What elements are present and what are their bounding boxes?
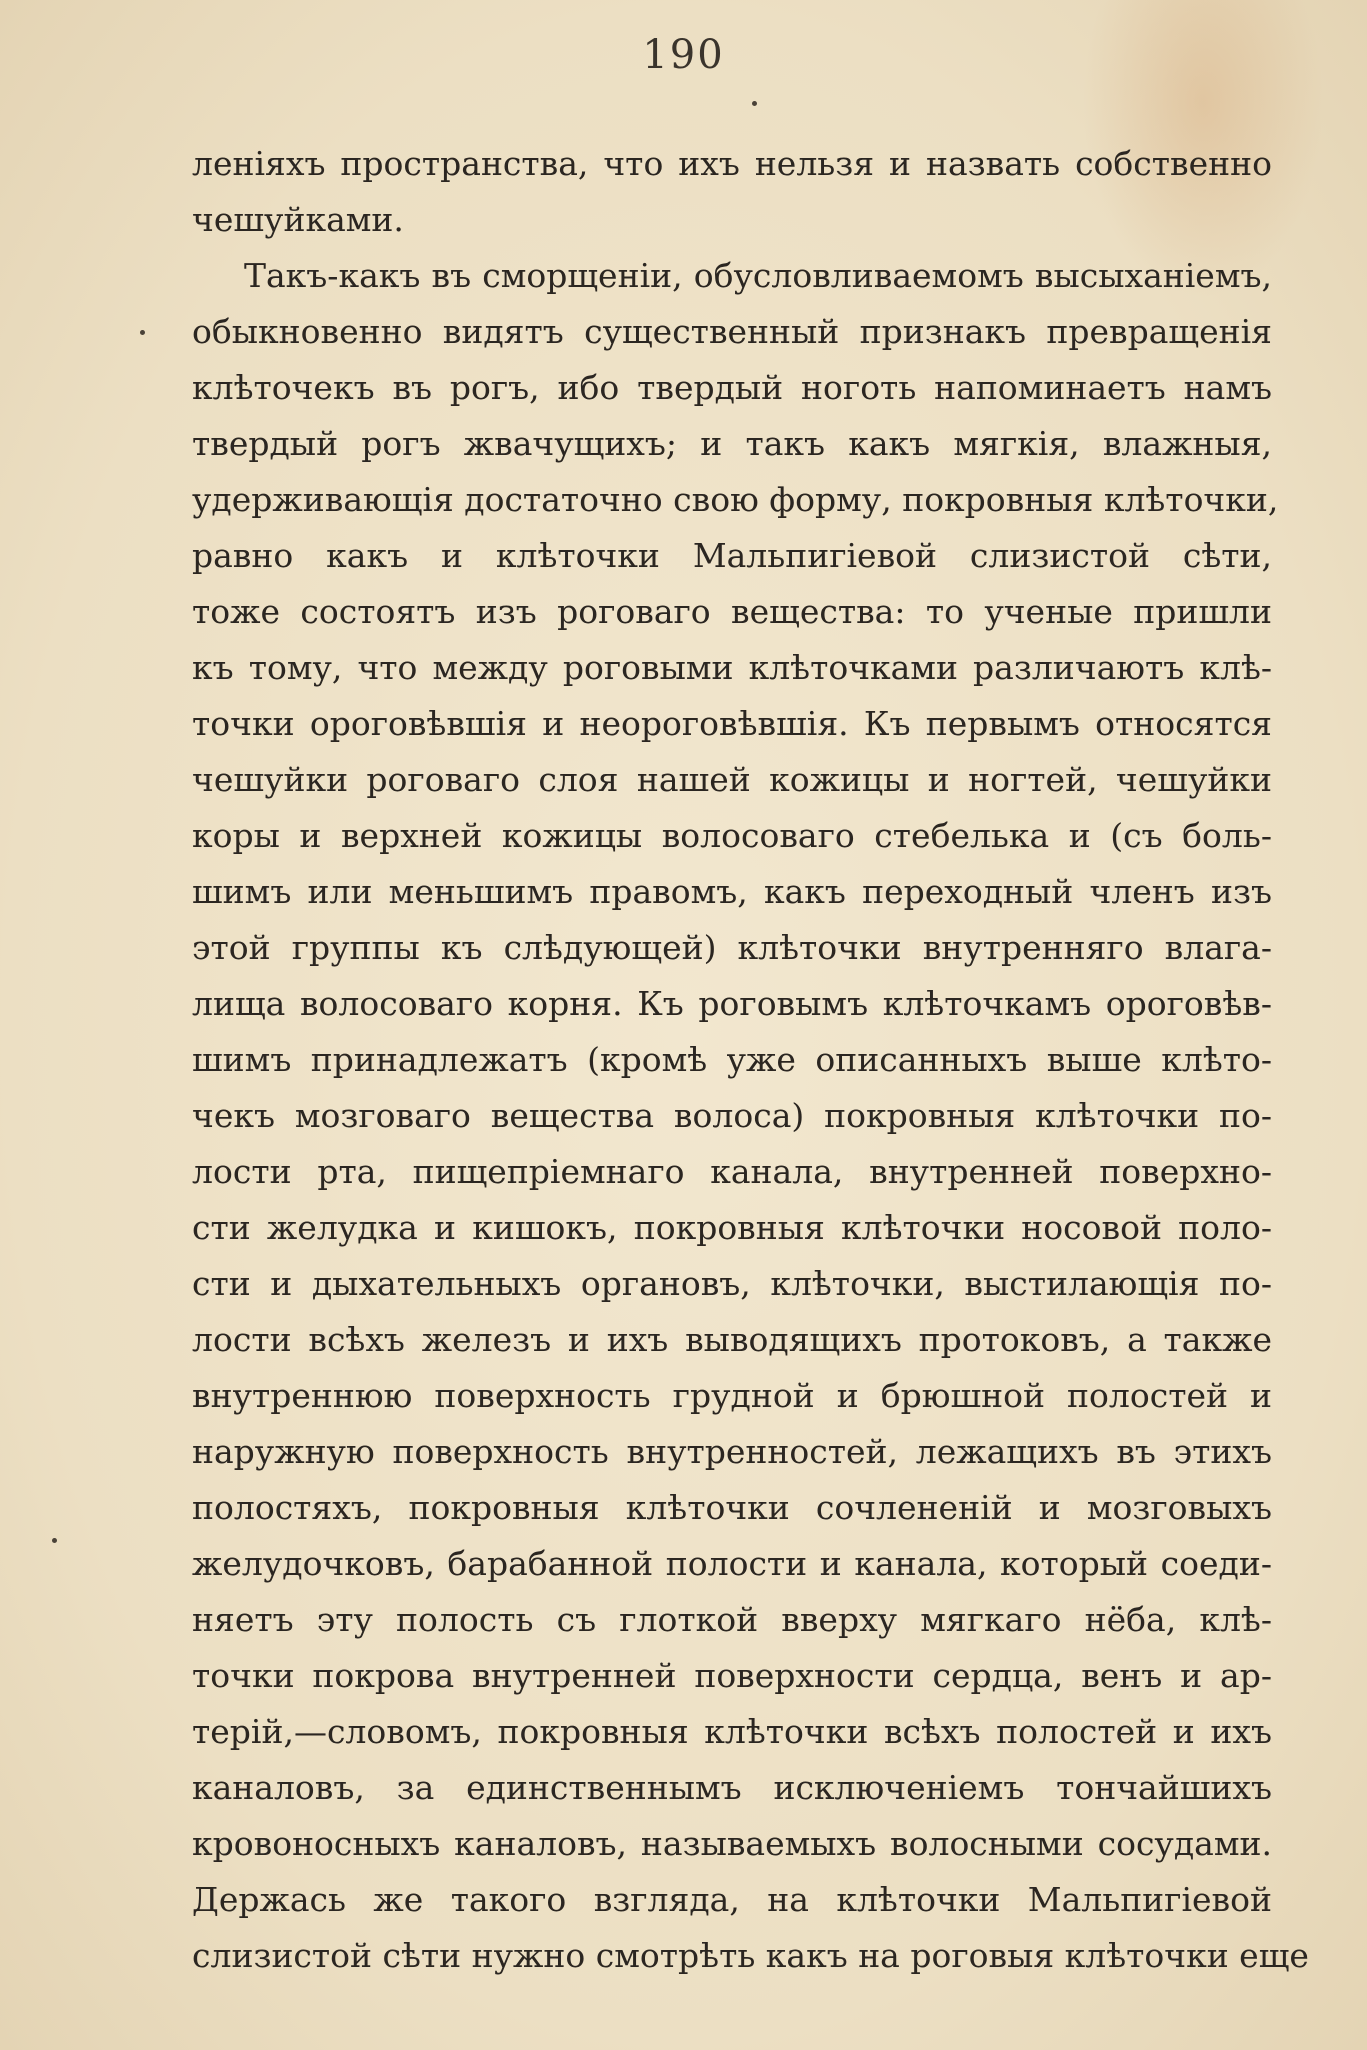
text-line: леніяхъ пространства, что ихъ нельзя и назвать собственно [192,144,1272,183]
text-line: желудочковъ, барабанной полости и канала, который соеди- [192,1544,1272,1583]
text-line: твердый рогъ жвачущихъ; и такъ какъ мягкія, влажныя, [192,424,1272,463]
text-line: няетъ эту полость съ глоткой вверху мягкаго нёба, клѣ- [192,1600,1272,1639]
text-line: наружную поверхность внутренностей, лежащихъ въ этихъ [192,1432,1272,1471]
text-line: точки ороговѣвшія и неороговѣвшія. Къ первымъ относятся [192,704,1272,743]
margin-mark [52,1538,57,1543]
text-line: чешуйками. [192,200,404,239]
text-line: этой группы къ слѣдующей) клѣточки внутренняго влага- [192,928,1272,967]
text-line: шимъ принадлежатъ (кромѣ уже описанныхъ выше клѣто- [192,1040,1272,1079]
text-line: терій,—словомъ, покровныя клѣточки всѣхъ полостей и ихъ [192,1712,1272,1751]
text-line: чешуйки роговаго слоя нашей кожицы и ногтей, чешуйки [192,760,1272,799]
text-line: коры и верхней кожицы волосоваго стебелька и (съ боль- [192,816,1272,855]
text-line: удерживающія достаточно свою форму, покровныя клѣточки, [192,480,1279,519]
text-line: Такъ-какъ въ сморщеніи, обусловливаемомъ высыханіемъ, [244,256,1272,295]
text-line: Держась же такого взгляда, на клѣточки Мальпигіевой [192,1880,1272,1919]
body-text [192,136,1309,1984]
text-line: чекъ мозговаго вещества волоса) покровныя клѣточки по- [192,1096,1272,1135]
text-line: равно какъ и клѣточки Мальпигіевой слизистой сѣти, [192,536,1272,575]
text-line: къ тому, что между роговыми клѣточками различаютъ клѣ- [192,648,1272,687]
text-line: обыкновенно видятъ существенный признакъ превращенія [192,312,1272,351]
print-speck [752,101,757,106]
margin-mark [140,330,145,335]
text-line: точки покрова внутренней поверхности сердца, венъ и ар- [192,1656,1272,1695]
text-line: клѣточекъ въ рогъ, ибо твердый ноготь напоминаетъ намъ [192,368,1272,407]
text-line: лища волосоваго корня. Къ роговымъ клѣточкамъ ороговѣв- [192,984,1272,1023]
text-line: сти и дыхательныхъ органовъ, клѣточки, выстилающія по- [192,1264,1272,1303]
text-line: шимъ или меньшимъ правомъ, какъ переходный членъ изъ [192,872,1272,911]
text-line: каналовъ, за единственнымъ исключеніемъ тончайшихъ [192,1768,1272,1807]
page-number: 190 [642,32,725,78]
text-line: сти желудка и кишокъ, покровныя клѣточки носовой поло- [192,1208,1272,1247]
text-line: лости всѣхъ железъ и ихъ выводящихъ протоковъ, а также [192,1320,1272,1359]
text-line: кровоносныхъ каналовъ, называемыхъ волосными сосудами. [192,1824,1272,1863]
text-line: полостяхъ, покровныя клѣточки сочлененій и мозговыхъ [192,1488,1272,1527]
text-line: слизистой сѣти нужно смотрѣть какъ на роговыя клѣточки еще [192,1936,1309,1975]
text-line: лости рта, пищепріемнаго канала, внутренней поверхно- [192,1152,1272,1191]
text-line: тоже состоятъ изъ роговаго вещества: то ученые пришли [192,592,1272,631]
text-line: внутреннюю поверхность грудной и брюшной полостей и [192,1376,1272,1415]
